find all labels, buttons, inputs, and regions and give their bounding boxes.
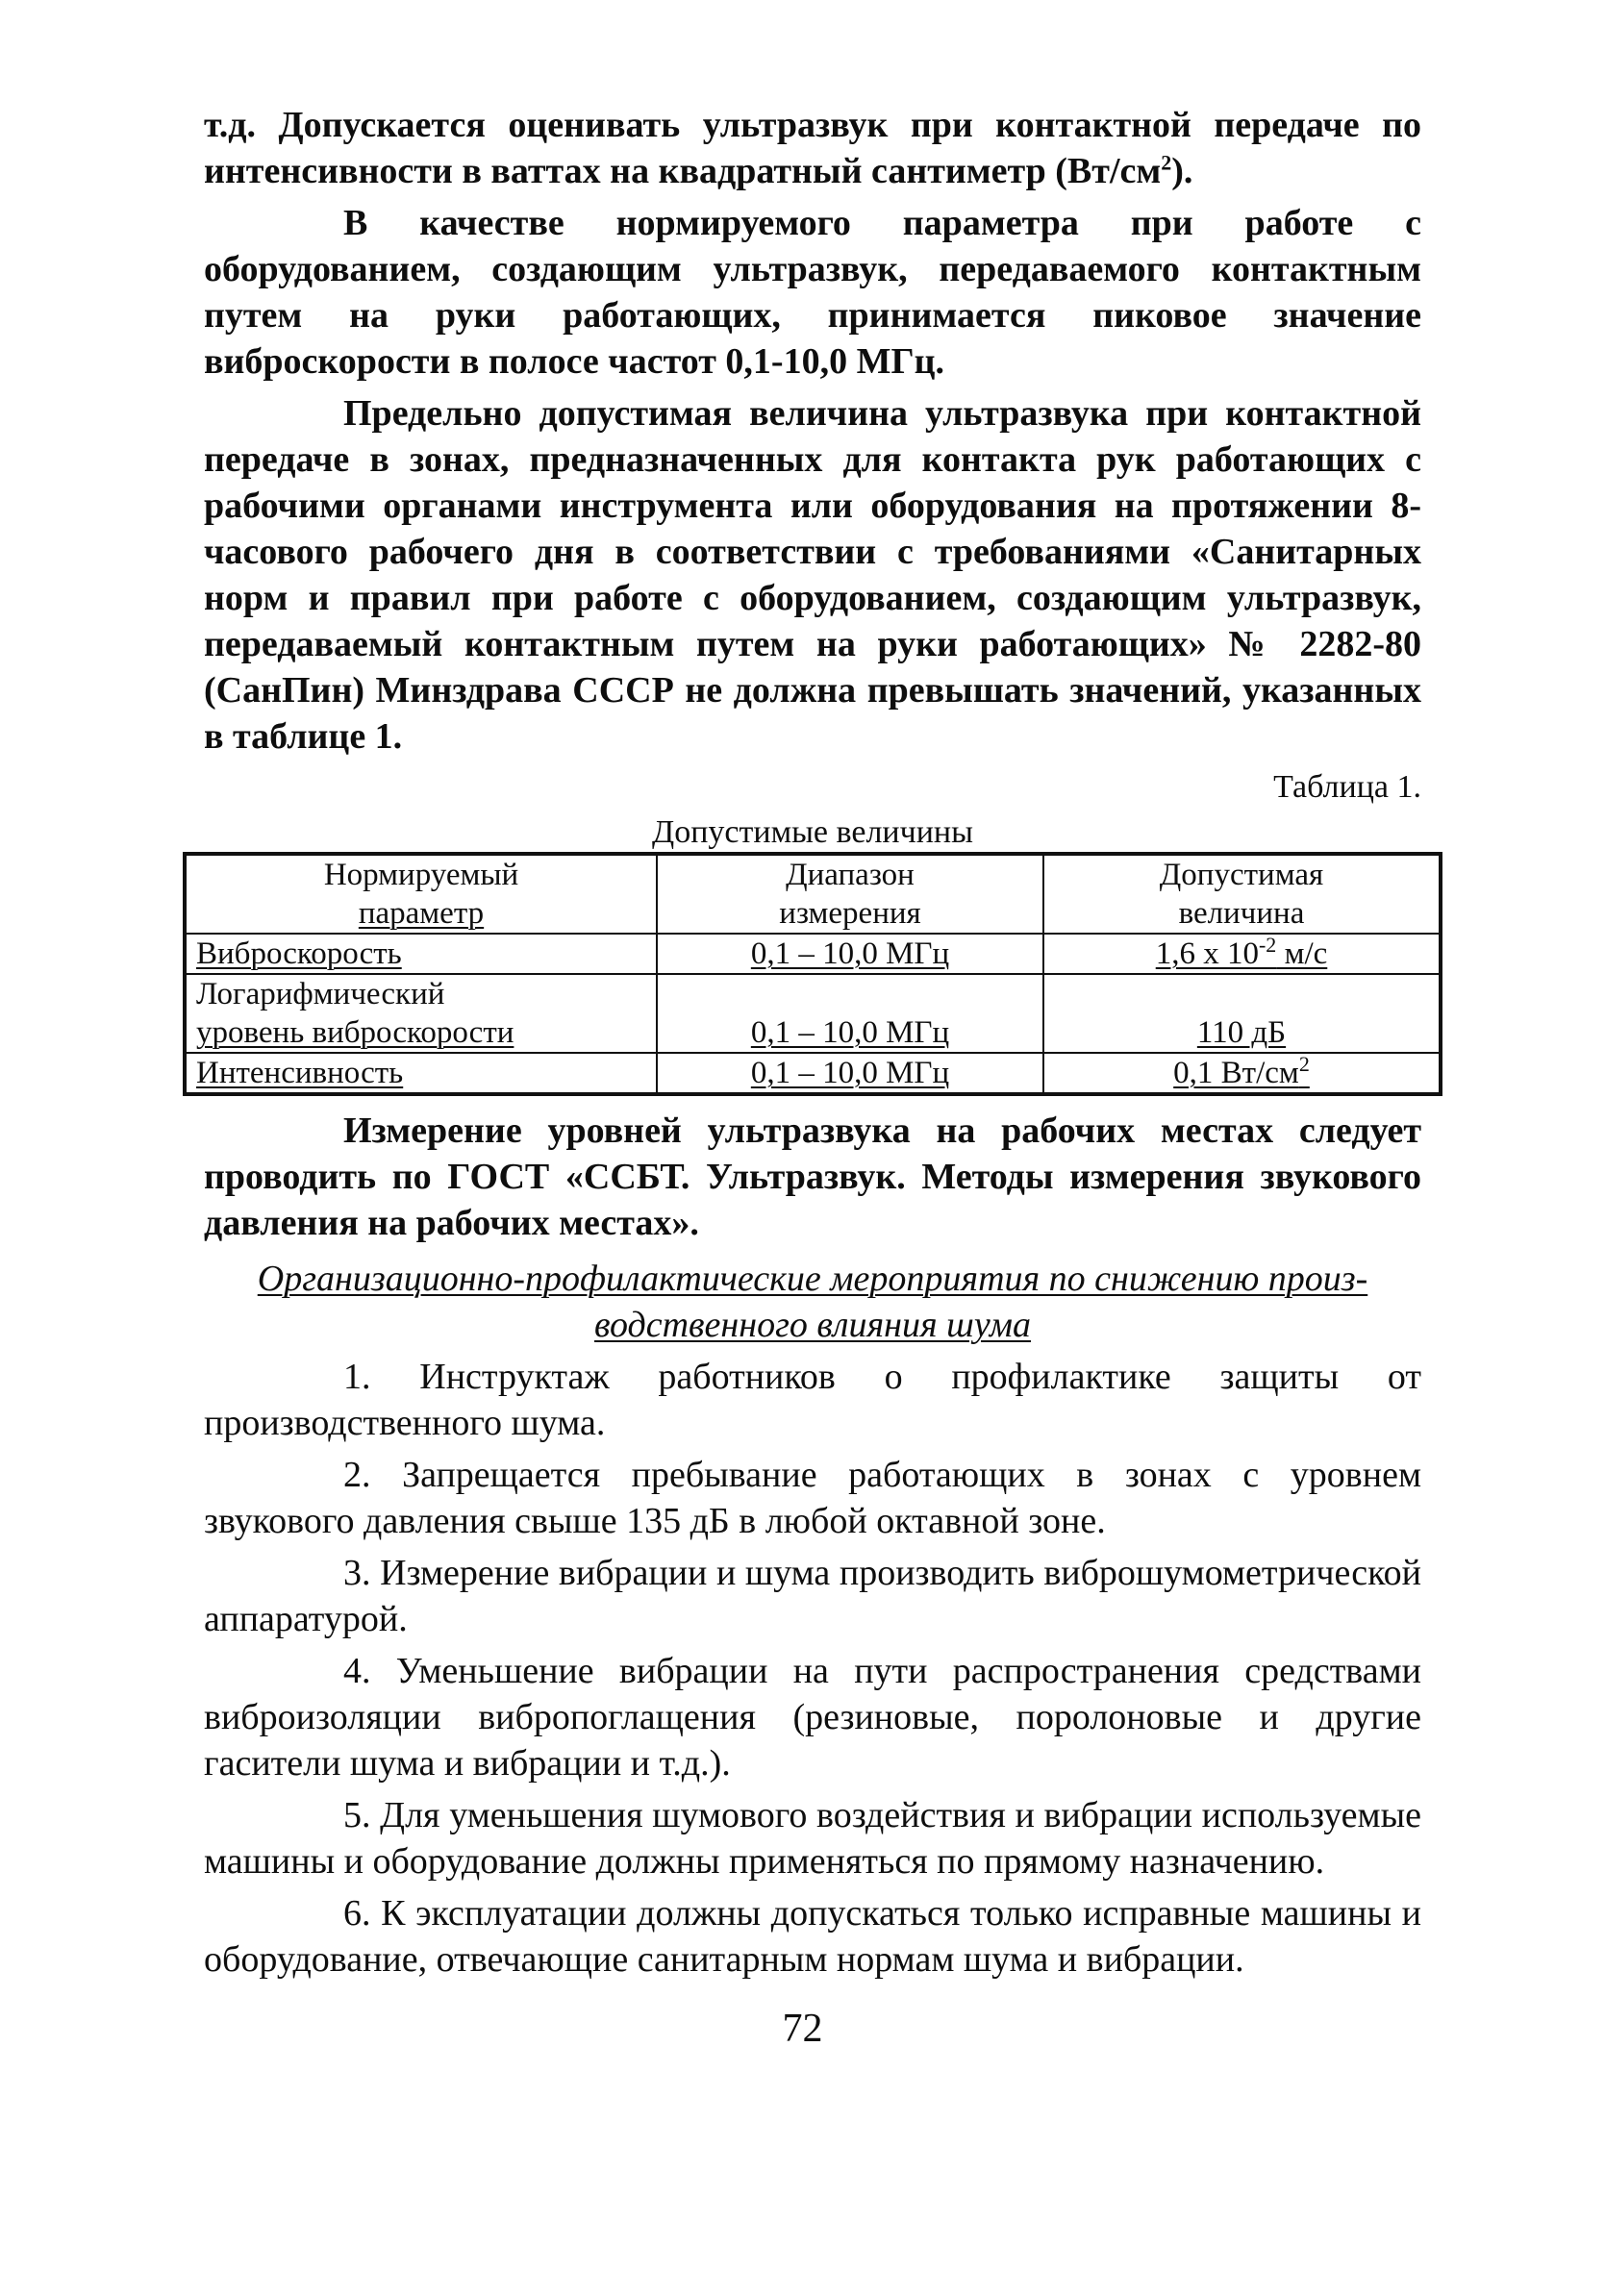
cell-value [1043,974,1441,1053]
table-row [185,934,1441,974]
paragraph-measurement: Измерение уровней ультразвука на рабочих местах следует проводить по ГОСТ «ССБТ. Ультразвук. Методы измерения звукового давления на рабочих местах». [204,1111,1421,1243]
cell-value-text: 110 дБ [1196,1015,1287,1050]
section-heading [204,1256,1421,1348]
cell-range [657,974,1043,1053]
permissible-values-table [183,852,1442,1096]
header-parameter-line2: параметр [358,896,485,931]
cell-value [1043,1053,1441,1094]
cell-range-text: 0,1 – 10,0 МГц [750,936,950,971]
cell-value-superscript: 2 [1298,1052,1310,1076]
table-header-row [185,854,1441,934]
cell-parameter-line2: уровень виброскорости [196,1015,514,1050]
table-row [185,974,1441,1053]
section-heading-line2: водственного влияния шума [593,1305,1031,1345]
cell-parameter [185,934,657,974]
paragraph-normalized-parameter: В качестве нормируемого параметра при работе с оборудованием, создающим ультразвук, передаваемого контактным путем на руки работающих, принимается пиковое значение виброскорости в полосе частот 0,1-10,0 МГц. [204,203,1421,382]
cell-range [657,934,1043,974]
cell-value-text: 0,1 Вт/см [1173,1056,1299,1090]
cell-parameter-text: Интенсивность [196,1056,404,1090]
cell-range [657,1053,1043,1094]
list-item: 1. Инструктаж работников о профилактике защиты от производственного шума. [204,1357,1421,1443]
intro-superscript: 2 [1161,150,1172,175]
page-number: 72 [782,2007,823,2051]
header-range [657,854,1043,934]
table-title: Допустимые величины [652,814,973,850]
cell-value [1043,934,1441,974]
cell-value-superscript: -2 [1258,933,1277,957]
header-range-line1: Диапазон [786,858,915,892]
cell-parameter [185,974,657,1053]
cell-parameter-text: Виброскорость [196,936,402,971]
list-item: 2. Запрещается пребывание работающих в зонах с уровнем звукового давления свыше 135 дБ в любой октавной зоне. [204,1455,1421,1541]
table-row [185,1053,1441,1094]
list-item: 6. К эксплуатации должны допускаться только исправные машины и оборудование, отвечающие санитарным нормам шума и вибрации. [204,1893,1421,1980]
header-value-line2: величина [1178,896,1305,931]
cell-range-text: 0,1 – 10,0 МГц [750,1015,950,1050]
cell-range-text: 0,1 – 10,0 МГц [750,1056,950,1090]
list-item: 5. Для уменьшения шумового воздействия и вибрации используемые машины и оборудование должны применяться по прямому назначению. [204,1795,1421,1882]
section-heading-line1: Организационно-профилактические мероприятия по снижению произ- [257,1259,1368,1299]
intro-text: т.д. Допускается оценивать ультразвук при контактной передаче по интенсивности в ваттах на квадратный сантиметр (Вт/см [204,105,1421,191]
header-value-line1: Допустимая [1159,858,1324,892]
header-parameter [185,854,657,934]
cell-parameter [185,1053,657,1094]
list-item: 4. Уменьшение вибрации на пути распространения средствами виброизоляции вибропоглащения (резиновые, поролоновые и другие гасители шума и вибрации и т.д.). [204,1651,1421,1784]
list-item: 3. Измерение вибрации и шума производить виброшумометрической аппаратурой. [204,1553,1421,1639]
header-value [1043,854,1441,934]
paragraph-limit-value: Предельно допустимая величина ультразвука при контактной передаче в зонах, предназначенных для контакта рук работающих с рабочими органами инструмента или оборудования на протяжении 8-часового рабочего дня в соответствии с требованиями «Санитарных норм и правил при работе с оборудованием, создающим ультразвук, передаваемый контактным путем на руки работающих» № 2282-80 (СанПин) Минздрава СССР не должна превышать значений, указанных в таблице 1. [204,393,1421,757]
cell-parameter-line1: Логарифмический [196,977,445,1011]
cell-value-unit: м/с [1276,936,1328,971]
intro-paragraph [204,102,1421,194]
page-body [196,102,1421,1983]
header-range-line2: измерения [779,896,921,931]
header-parameter-line1: Нормируемый [323,858,519,892]
table-caption: Таблица 1. [1273,769,1421,805]
cell-value-text: 1,6 х 10 [1155,936,1259,971]
intro-text-end: ). [1171,151,1193,191]
